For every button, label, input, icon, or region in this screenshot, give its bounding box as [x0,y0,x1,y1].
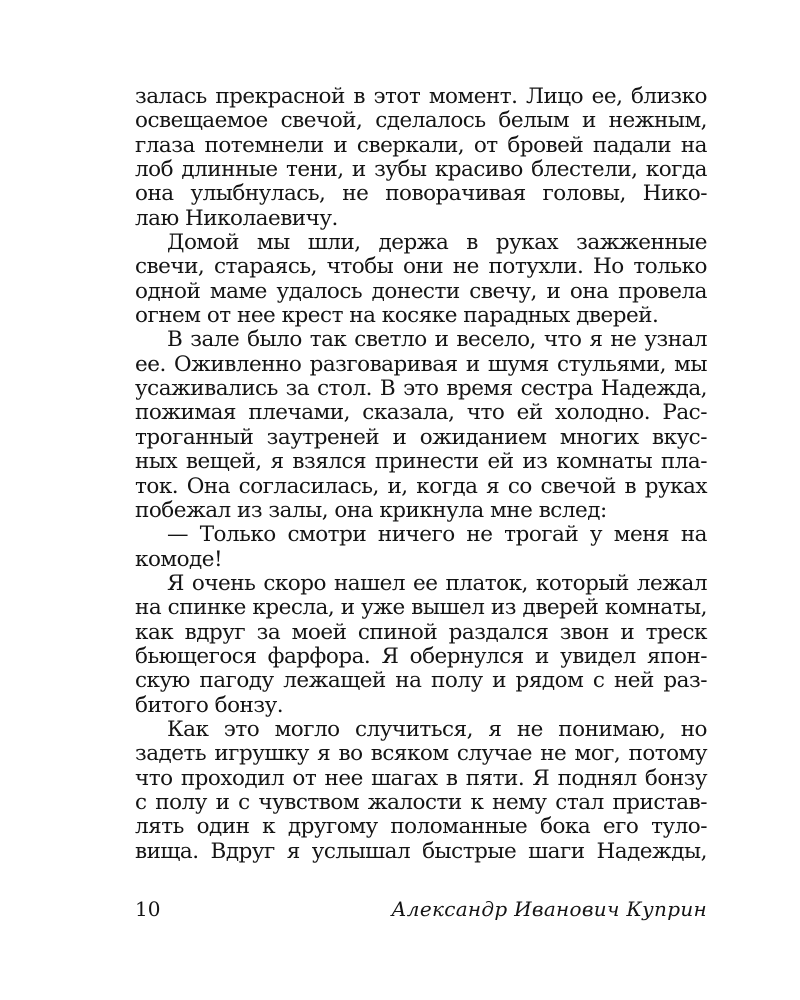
text-line: что проходил от нее шагах в пяти. Я поднял бонзу [135,765,707,791]
running-footer-author: Александр Иванович Куприн [391,897,707,921]
text-line: Как это могло случиться, я не понимаю, но [167,716,707,742]
text-line: огнем от нее крест на косяке парадных дверей. [135,303,659,329]
body-text [135,85,707,864]
text-line: битого бонзу. [135,692,284,718]
text-line: пожимая плечами, сказала, что ей холодно. Рас- [135,400,707,426]
text-line: как вдруг за моей спиной раздался звон и треск [135,619,707,645]
text-line: Домой мы шли, держа в руках зажженные [167,230,707,256]
text-line: свечи, стараясь, чтобы они не потухли. Но только [135,254,707,280]
text-line: глаза потемнели и сверкали, от бровей падали на [135,132,707,158]
text-line: побежал из залы, она крикнула мне вслед: [135,497,607,523]
text-line: троганный заутреней и ожиданием многих вкус- [135,424,707,450]
text-line: скую пагоду лежащей на полу и рядом с ней раз- [135,668,707,694]
text-line: лоб длинные тени, и зубы красиво блестели, когда [135,157,707,183]
text-line: В зале было так светло и весело, что я не узнал [167,327,707,353]
text-line: на спинке кресла, и уже вышел из дверей комнаты, [135,595,707,621]
text-line: освещаемое свечой, сделалось белым и нежным, [135,108,707,134]
page-number: 10 [135,897,161,921]
text-line: она улыбнулась, не поворачивая головы, Нико- [135,181,707,207]
text-line: лаю Николаевичу. [135,205,338,231]
page-footer [135,894,707,924]
text-line: задеть игрушку я во всяком случае не мог, потому [135,741,707,767]
text-line: одной маме удалось донести свечу, и она провела [135,278,707,304]
text-line: ток. Она согласилась, и, когда я со свечой в руках [135,473,707,499]
text-line: лять один к другому поломанные бока его туло- [135,814,707,840]
text-line: залась прекрасной в этот момент. Лицо ее, близко [135,84,707,109]
text-line: с полу и с чувством жалости к нему стал пристав- [135,789,707,815]
text-line: ее. Оживленно разговаривая и шумя стульями, мы [135,351,707,377]
text-line: вища. Вдруг я услышал быстрые шаги Надежды, [135,838,707,864]
text-line: — Только смотри ничего не трогай у меня на [167,522,707,548]
text-line: ных вещей, я взялся принести ей из комнаты пла- [135,449,707,475]
text-line: Я очень скоро нашел ее платок, который лежал [167,570,707,596]
text-line: усаживались за стол. В это время сестра Надежда, [135,376,707,402]
text-line: комоде! [135,546,223,572]
text-line: бьющегося фарфора. Я обернулся и увидел япон- [135,643,707,669]
